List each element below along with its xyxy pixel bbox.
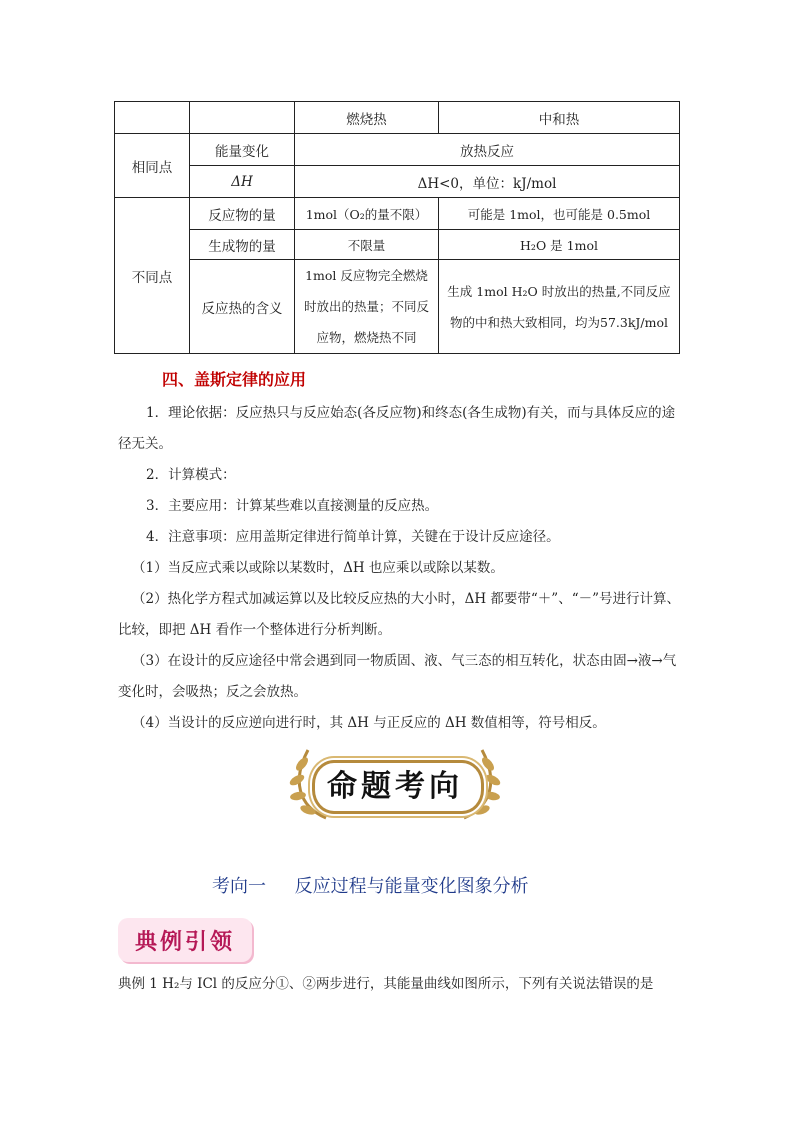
header-cell-combustion: 燃烧热: [295, 102, 439, 134]
reaction-heat-meaning-label: 反应热的含义: [190, 260, 295, 354]
reactant-neutralization: 可能是 1mol，也可能是 0.5mol: [439, 198, 680, 230]
energy-change-value: 放热反应: [295, 134, 680, 166]
table-row: [115, 134, 680, 166]
product-neutralization: H₂O 是 1mol: [439, 230, 680, 260]
meaning-neutralization: 生成 1mol H₂O 时放出的热量,不同反应物的中和热大致相同，均为57.3kJ/mol: [439, 260, 680, 354]
header-cell-empty-1: [115, 102, 190, 134]
reactant-combustion: 1mol（O₂的量不限）: [295, 198, 439, 230]
same-points-label: 相同点: [115, 134, 190, 198]
example-lead-label: 典例引领: [134, 928, 235, 955]
table-row: [115, 230, 680, 260]
paragraph-6: （2）热化学方程式加减运算以及比较反应热的大小时，ΔH 都要带“＋”、“－”号进行计算、比较，即把 ΔH 看作一个整体进行分析判断。: [118, 591, 681, 638]
different-points-label: 不同点: [115, 198, 190, 354]
table-header-row: [115, 102, 680, 134]
example-lead-badge: [118, 918, 252, 962]
topic-banner: [286, 744, 504, 822]
topic-direction-title: 考向一 反应过程与能量变化图象分析: [212, 876, 529, 897]
meaning-combustion: 1mol 反应物完全燃烧时放出的热量；不同反应物，燃烧热不同: [295, 260, 439, 354]
paragraph-8: （4）当设计的反应逆向进行时，其 ΔH 与正反应的 ΔH 数值相等，符号相反。: [132, 715, 606, 731]
banner-title: 命题考向: [327, 769, 463, 804]
example-question: 典例 1 H₂与 ICl 的反应分①、②两步进行，其能量曲线如图所示，下列有关说法错误的是: [118, 976, 654, 992]
delta-h-value: ΔH<0，单位：kJ/mol: [295, 166, 680, 198]
paragraph-5: （1）当反应式乘以或除以某数时，ΔH 也应乘以或除以某数。: [132, 560, 504, 576]
table-row: [115, 198, 680, 230]
header-cell-neutralization: 中和热: [439, 102, 680, 134]
comparison-table: [114, 101, 680, 354]
table-row: [115, 260, 680, 354]
table-row: [115, 166, 680, 198]
reactant-amount-label: 反应物的量: [190, 198, 295, 230]
product-combustion: 不限量: [295, 230, 439, 260]
paragraph-4: 4．注意事项：应用盖斯定律进行简单计算，关键在于设计反应途径。: [146, 529, 560, 545]
paragraph-7: （3）在设计的反应途径中常会遇到同一物质固、液、气三态的相互转化，状态由固→液→气变化时，会吸热；反之会放热。: [118, 653, 677, 700]
header-cell-empty-2: [190, 102, 295, 134]
energy-change-label: 能量变化: [190, 134, 295, 166]
section-heading: 四、盖斯定律的应用: [162, 370, 307, 389]
product-amount-label: 生成物的量: [190, 230, 295, 260]
paragraph-1: 1．理论依据：反应热只与反应始态(各反应物)和终态(各生成物)有关，而与具体反应的途径无关。: [118, 405, 676, 452]
paragraph-2: 2．计算模式：: [146, 467, 236, 483]
paragraph-3: 3．主要应用：计算某些难以直接测量的反应热。: [146, 498, 439, 514]
delta-h-label: ΔH: [190, 166, 295, 198]
